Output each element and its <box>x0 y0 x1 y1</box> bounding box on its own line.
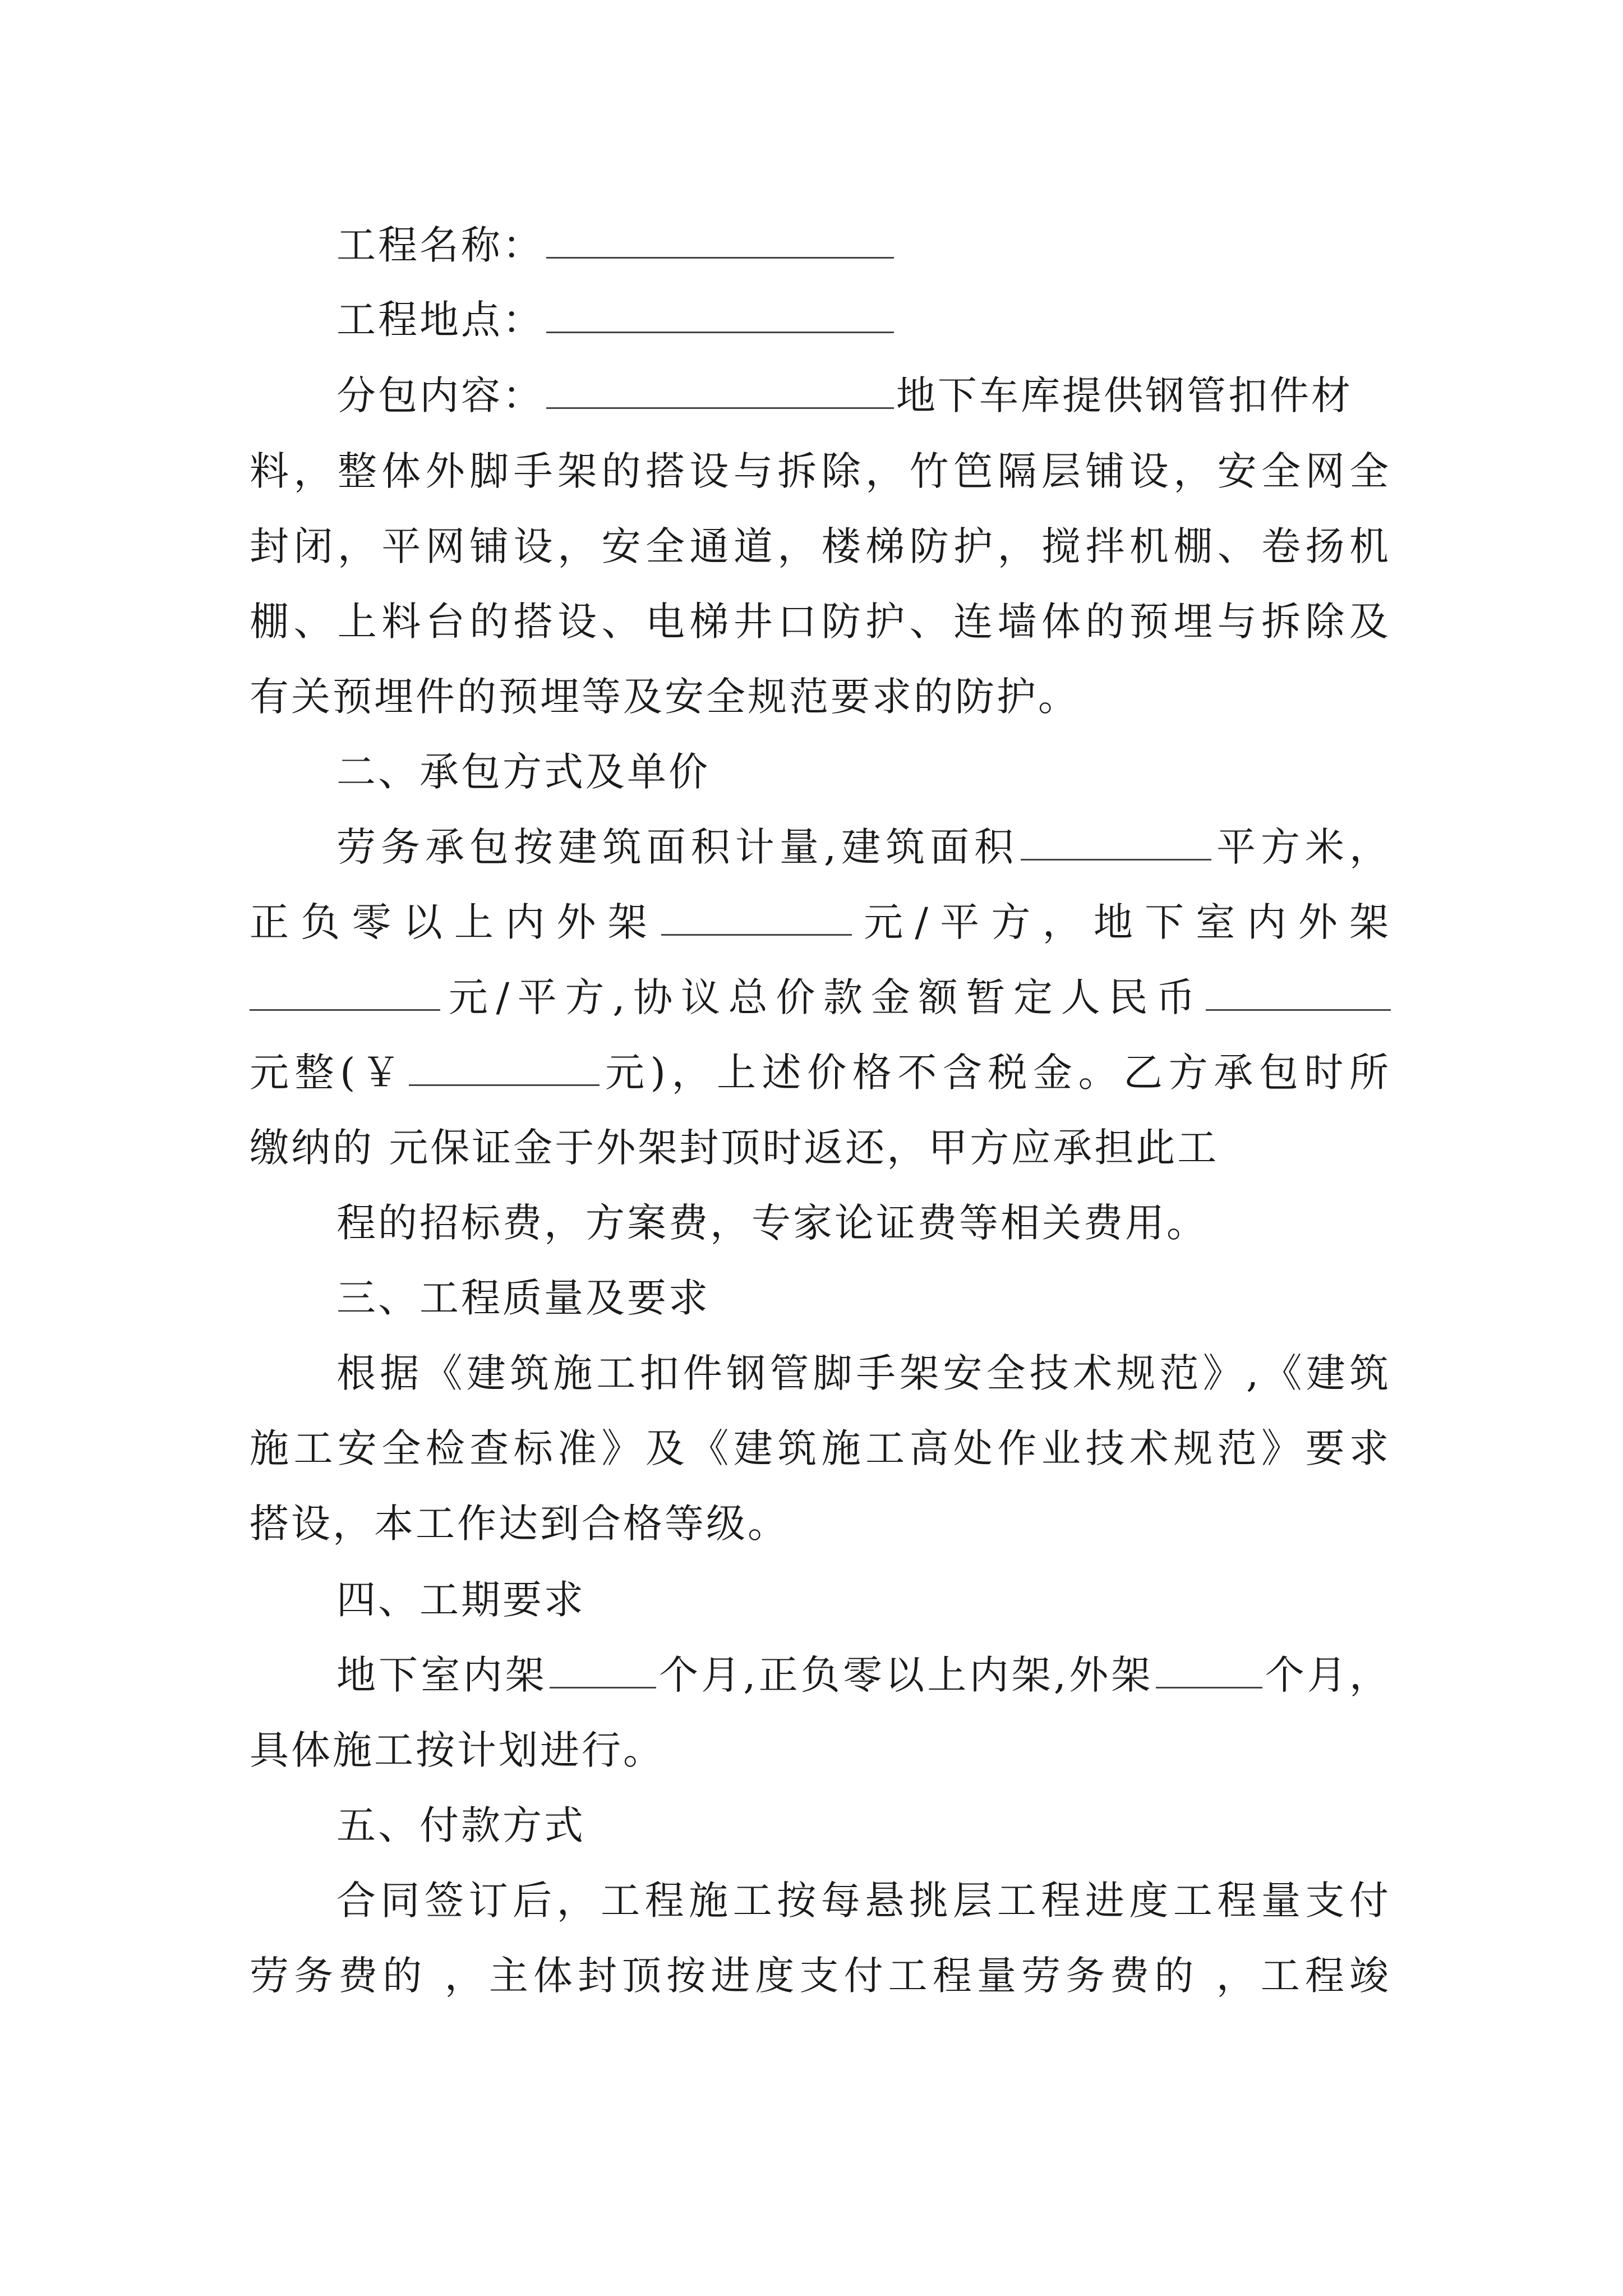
section-4-line-2: 具体施工按计划进行。 <box>250 1727 665 1773</box>
section-2-line-6: 程的招标费，方案费，专家论证费等相关费用。 <box>336 1200 1208 1246</box>
basement-label: 元/平方，地下室内外架 <box>854 899 1391 945</box>
area-label: 劳务承包按建筑面积计量,建筑面积 <box>336 824 1019 870</box>
tax-note: 元)，上述价格不含税金。乙方承包时所 <box>601 1050 1391 1096</box>
section-3-line-3: 搭设，本工作达到合格等级。 <box>250 1501 789 1547</box>
total-price-blank <box>1206 977 1391 1011</box>
basement-price-blank <box>250 977 440 1011</box>
project-name-blank <box>546 224 894 259</box>
area-unit: 平方米， <box>1214 824 1391 870</box>
section-3-line-1: 根据《建筑施工扣件钢管脚手架安全技术规范》,《建筑 <box>336 1350 1391 1396</box>
exterior-duration-blank <box>1156 1654 1262 1688</box>
scope-line-5: 有关预埋件的预埋等及安全规范要求的防护。 <box>250 674 1080 720</box>
project-site-label: 工程地点： <box>336 297 544 343</box>
total-price-label: 元/平方,协议总价款金额暂定人民币 <box>442 974 1204 1020</box>
scope-text: 地下车库提供钢管扣件材 <box>896 372 1353 418</box>
project-name-row <box>336 216 1391 274</box>
basement-duration-label: 地下室内架 <box>336 1652 547 1698</box>
section-2-line-4 <box>250 1043 1391 1102</box>
scope-row <box>336 366 1391 425</box>
month-unit: 个月， <box>1264 1652 1391 1698</box>
section-2-line-3 <box>250 968 1391 1027</box>
section-3-heading: 三、工程质量及要求 <box>336 1275 710 1321</box>
above-grade-label: 正负零以上内外架 <box>250 899 659 945</box>
section-5-line-2: 劳务费的 ，主体封顶按进度支付工程量劳务费的 ，工程竣 <box>250 1953 1391 1999</box>
exterior-duration-label: 个月,正负零以上内架,外架 <box>658 1652 1154 1698</box>
area-blank <box>1021 826 1211 861</box>
rmb-amount-blank <box>409 1052 600 1086</box>
project-site-blank <box>546 299 894 333</box>
section-2-line-1 <box>336 818 1391 876</box>
basement-duration-blank <box>550 1654 656 1688</box>
scope-label: 分包内容： <box>336 372 544 418</box>
section-3-line-2: 施工安全检查标准》及《建筑施工高处作业技术规范》要求 <box>250 1425 1391 1471</box>
above-grade-price-blank <box>661 901 852 936</box>
section-2-heading: 二、承包方式及单价 <box>336 749 710 795</box>
section-4-heading: 四、工期要求 <box>336 1577 585 1623</box>
project-site-row <box>336 291 1391 349</box>
scope-blank <box>546 375 894 409</box>
section-2-line-2 <box>250 893 1391 951</box>
section-5-line-1: 合同签订后，工程施工按每悬挑层工程进度工程量支付 <box>336 1878 1391 1924</box>
project-name-label: 工程名称： <box>336 222 544 268</box>
section-5-heading: 五、付款方式 <box>336 1802 585 1848</box>
yuan-label: 元整(￥ <box>250 1050 407 1096</box>
scope-line-3: 封闭，平网铺设，安全通道，楼梯防护，搅拌机棚、卷扬机 <box>250 523 1391 569</box>
scope-line-2: 料，整体外脚手架的搭设与拆除，竹笆隔层铺设，安全网全 <box>250 448 1391 494</box>
scope-line-4: 棚、上料台的搭设、电梯井口防护、连墙体的预埋与拆除及 <box>250 599 1391 645</box>
section-2-line-5: 缴纳的 元保证金于外架封顶时返还，甲方应承担此工 <box>250 1125 1219 1171</box>
section-4-line-1 <box>336 1646 1391 1704</box>
